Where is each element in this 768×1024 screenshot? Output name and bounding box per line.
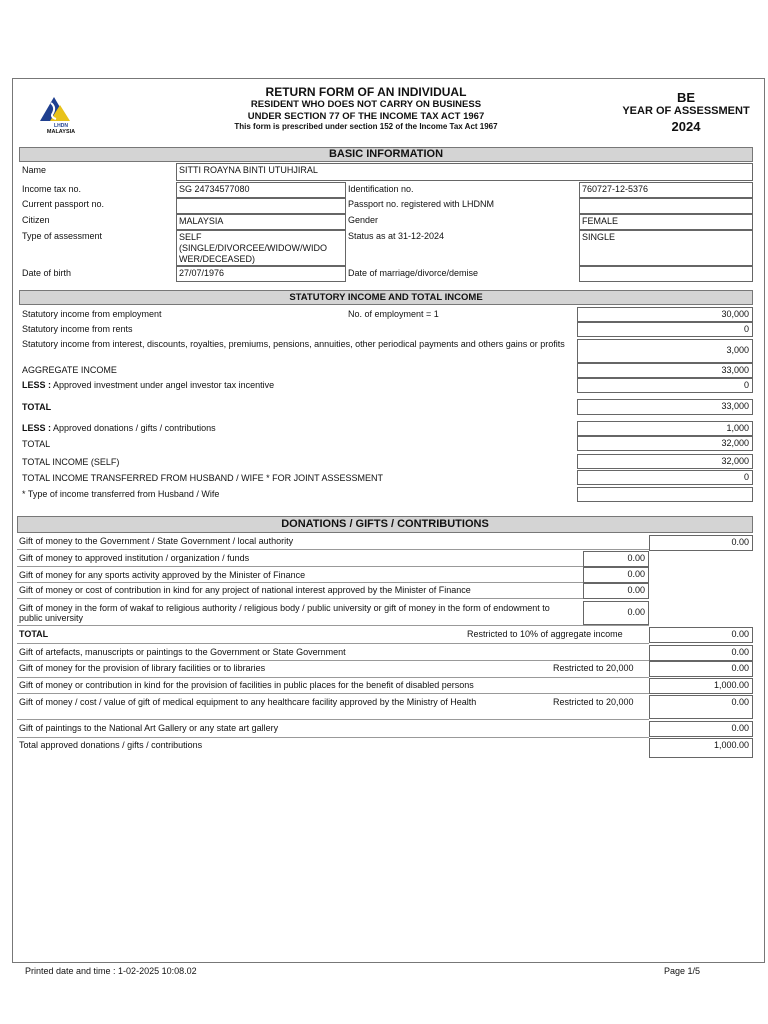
donations-less-label: Approved donations / gifts / contributions (53, 423, 216, 433)
row-separator (17, 660, 649, 661)
assessment-field[interactable]: SELF (SINGLE/DIVORCEE/WIDOW/WIDO WER/DECEASED) (176, 230, 346, 266)
total-1-value[interactable]: 33,000 (577, 399, 753, 415)
total-income-label: TOTAL INCOME (SELF) (22, 457, 120, 467)
aggregate-label: AGGREGATE INCOME (22, 365, 117, 375)
status-label: Status as at 31-12-2024 (348, 231, 445, 241)
aggregate-value[interactable]: 33,000 (577, 363, 753, 378)
passport-label: Current passport no. (22, 199, 105, 209)
interest-label: Statutory income from interest, discounts, royalties, premiums, pensions, annuities, other periodical payments and others gains or profits (22, 339, 565, 349)
total-2-value[interactable]: 32,000 (577, 436, 753, 451)
row-separator (17, 677, 649, 678)
gallery-gift-value[interactable]: 0.00 (649, 721, 753, 737)
form-subtitle-2: UNDER SECTION 77 OF THE INCOME TAX ACT 1967 (247, 111, 485, 122)
row-separator (17, 549, 649, 550)
citizen-label: Citizen (22, 215, 50, 225)
library-restriction: Restricted to 20,000 (553, 663, 634, 673)
row-separator (17, 693, 649, 694)
passport-reg-field[interactable] (579, 198, 753, 214)
tax-no-label: Income tax no. (22, 184, 82, 194)
row-separator (17, 737, 649, 738)
less-bold-1: LESS : (22, 380, 52, 390)
employment-count: No. of employment = 1 (348, 309, 439, 319)
gov-gift-label: Gift of money to the Government / State Government / local authority (19, 536, 294, 546)
row-separator (17, 598, 583, 599)
year-value: 2024 (671, 119, 701, 134)
artefacts-gift-value[interactable]: 0.00 (649, 645, 753, 661)
library-gift-value[interactable]: 0.00 (649, 661, 753, 677)
rents-label: Statutory income from rents (22, 324, 133, 334)
angel-investor-label: Approved investment under angel investor tax incentive (53, 380, 275, 390)
page-number: Page 1/5 (664, 966, 701, 976)
angel-investor-value[interactable]: 0 (577, 378, 753, 393)
rents-value[interactable]: 0 (577, 322, 753, 337)
national-gift-value[interactable]: 0.00 (583, 583, 649, 599)
lhdn-logo (34, 95, 88, 135)
form-note: This form is prescribed under section 152 of the Income Tax Act 1967 (234, 122, 498, 131)
year-label: YEAR OF ASSESSMENT (622, 105, 750, 117)
donations-heading: DONATIONS / GIFTS / CONTRIBUTIONS (17, 516, 753, 533)
assessment-label: Type of assessment (22, 231, 103, 241)
gender-field[interactable]: FEMALE (579, 214, 753, 230)
row-separator (17, 643, 649, 644)
dob-label: Date of birth (22, 268, 72, 278)
total-income-value[interactable]: 32,000 (577, 454, 753, 469)
id-field[interactable]: 760727-12-5376 (579, 182, 753, 198)
row-separator (17, 719, 649, 720)
tax-no-field[interactable]: SG 24734577080 (176, 182, 346, 198)
basic-info-heading: BASIC INFORMATION (19, 147, 753, 162)
transferred-type-label: * Type of income transferred from Husband / Wife (22, 489, 220, 499)
inst-gift-label: Gift of money to approved institution / organization / funds (19, 553, 250, 563)
employment-value[interactable]: 30,000 (577, 307, 753, 322)
sports-gift-value[interactable]: 0.00 (583, 567, 649, 583)
wakaf-gift-value[interactable]: 0.00 (583, 601, 649, 625)
interest-value[interactable]: 3,000 (577, 339, 753, 363)
donations-less-value[interactable]: 1,000 (577, 421, 753, 436)
marriage-label: Date of marriage/divorce/demise (348, 268, 479, 278)
marriage-field[interactable] (579, 266, 753, 282)
total-restriction: Restricted to 10% of aggregate income (467, 629, 623, 639)
citizen-field[interactable]: MALAYSIA (176, 214, 346, 230)
row-separator (17, 566, 583, 567)
less-bold-2: LESS : (22, 423, 52, 433)
row-separator (17, 582, 583, 583)
income-heading: STATUTORY INCOME AND TOTAL INCOME (19, 290, 753, 305)
sports-gift-label: Gift of money for any sports activity approved by the Minister of Finance (19, 570, 306, 580)
medical-gift-label: Gift of money / cost / value of gift of medical equipment to any healthcare facility approved by the Ministry of Health (19, 697, 477, 707)
form-title: RETURN FORM OF AN INDIVIDUAL (265, 85, 467, 99)
row-separator (17, 625, 649, 626)
approved-total-label: Total approved donations / gifts / contributions (19, 740, 203, 750)
gallery-gift-label: Gift of paintings to the National Art Gallery or any state art gallery (19, 723, 279, 733)
inst-gift-value[interactable]: 0.00 (583, 551, 649, 567)
wakaf-gift-label: Gift of money in the form of wakaf to religious authority / religious body / public university or gift of money in the form of endowment to public university (19, 603, 550, 623)
transferred-value[interactable]: 0 (577, 470, 753, 485)
passport-field[interactable] (176, 198, 346, 214)
status-field[interactable]: SINGLE (579, 230, 753, 266)
gov-gift-value[interactable]: 0.00 (649, 535, 753, 551)
artefacts-gift-label: Gift of artefacts, manuscripts or paintings to the Government or State Government (19, 647, 346, 657)
national-gift-label: Gift of money or cost of contribution in kind for any project of national interest approved by the Minister of Finance (19, 585, 471, 595)
passport-reg-label: Passport no. registered with LHDNM (348, 199, 495, 209)
employment-label: Statutory income from employment (22, 309, 162, 319)
name-field[interactable]: SITTI ROAYNA BINTI UTUHJIRAL (176, 163, 753, 181)
donations-total-value[interactable]: 0.00 (649, 627, 753, 643)
name-label: Name (22, 165, 47, 175)
medical-restriction: Restricted to 20,000 (553, 697, 634, 707)
dob-field[interactable]: 27/07/1976 (176, 266, 346, 282)
donations-total-label: TOTAL (19, 629, 49, 639)
total-1-label: TOTAL (22, 402, 52, 412)
approved-total-value[interactable]: 1,000.00 (649, 738, 753, 758)
id-label: Identification no. (348, 184, 414, 194)
form-code: BE (676, 90, 696, 105)
transferred-label: TOTAL INCOME TRANSFERRED FROM HUSBAND / WIFE * FOR JOINT ASSESSMENT (22, 473, 384, 483)
medical-gift-value[interactable]: 0.00 (649, 695, 753, 719)
gender-label: Gender (348, 215, 379, 225)
svg-text:LHDN: LHDN (54, 123, 68, 129)
total-2-label: TOTAL (22, 439, 51, 449)
disabled-gift-label: Gift of money or contribution in kind for the provision of facilities in public places for the benefit of disabled persons (19, 680, 474, 690)
svg-text:MALAYSIA: MALAYSIA (46, 129, 76, 135)
printed-date: Printed date and time : 1-02-2025 10:08.02 (25, 966, 197, 976)
form-subtitle-1: RESIDENT WHO DOES NOT CARRY ON BUSINESS (250, 99, 482, 110)
transferred-type-value[interactable] (577, 487, 753, 502)
disabled-gift-value[interactable]: 1,000.00 (649, 678, 753, 694)
library-gift-label: Gift of money for the provision of library facilities or to libraries (19, 663, 266, 673)
